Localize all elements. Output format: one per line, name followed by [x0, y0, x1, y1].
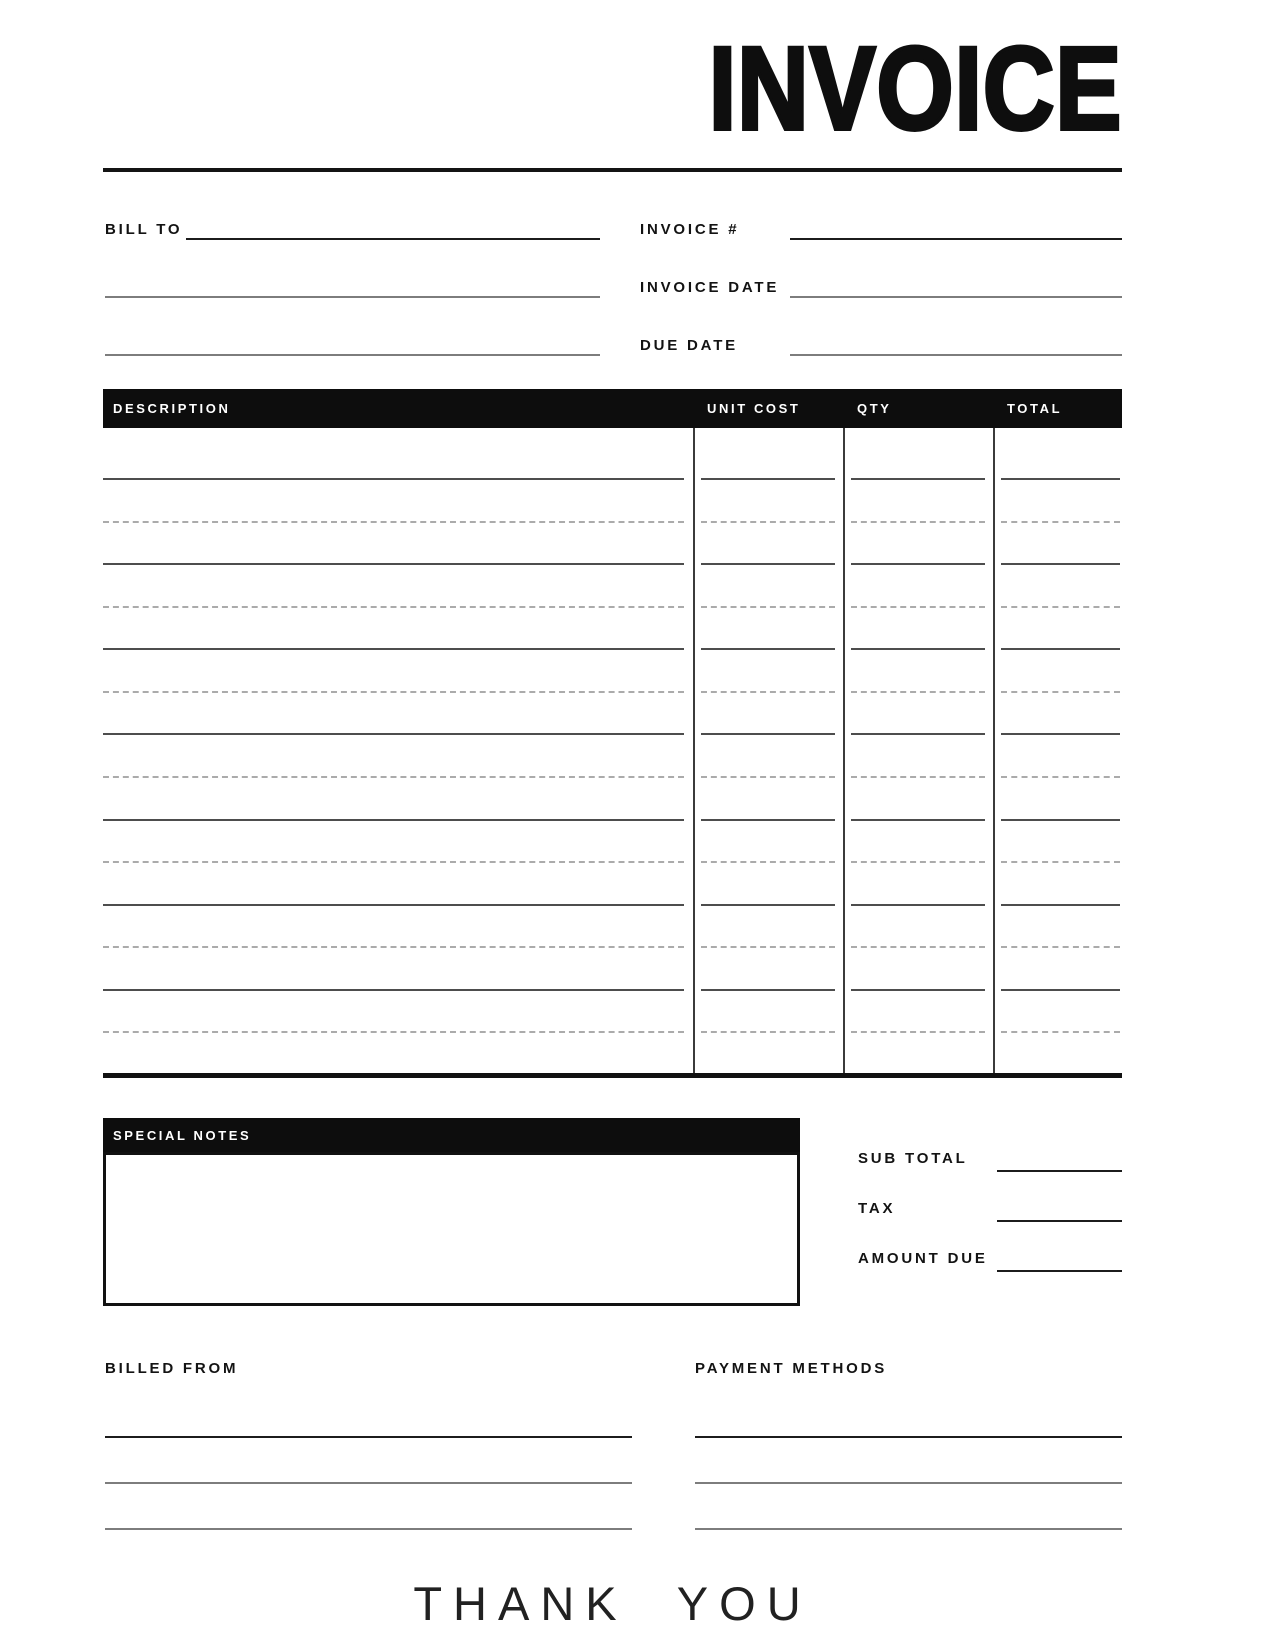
due-date-field[interactable]: [790, 354, 1122, 356]
tax-field[interactable]: [997, 1220, 1122, 1222]
item-cell-line[interactable]: [851, 478, 985, 480]
item-cell-line[interactable]: [701, 478, 835, 480]
item-cell-line[interactable]: [1001, 776, 1120, 778]
item-cell-line[interactable]: [851, 606, 985, 608]
item-cell-line[interactable]: [701, 946, 835, 948]
special-notes-bar: [103, 1118, 800, 1152]
bill-to-label: BILL TO: [105, 221, 183, 238]
invoice-date-label: INVOICE DATE: [640, 279, 780, 296]
fill-line[interactable]: [695, 1484, 1122, 1530]
item-cell-line[interactable]: [701, 989, 835, 991]
item-cell-line[interactable]: [701, 776, 835, 778]
tax-label: TAX: [858, 1200, 896, 1217]
items-table: [103, 389, 1122, 1078]
item-cell-line[interactable]: [103, 521, 684, 523]
item-cell-line[interactable]: [103, 904, 684, 906]
item-cell-line[interactable]: [851, 521, 985, 523]
column-divider-total: [993, 428, 995, 1073]
item-cell-line[interactable]: [1001, 606, 1120, 608]
item-cell-line[interactable]: [851, 648, 985, 650]
column-header-qty: QTY: [857, 401, 892, 416]
item-cell-line[interactable]: [1001, 733, 1120, 735]
item-cell-line[interactable]: [701, 904, 835, 906]
item-cell-line[interactable]: [701, 563, 835, 565]
column-divider-unit-cost: [693, 428, 695, 1073]
item-cell-line[interactable]: [1001, 691, 1120, 693]
invoice-number-label: INVOICE #: [640, 221, 740, 238]
item-cell-line[interactable]: [701, 521, 835, 523]
tax-row: [858, 1200, 1122, 1224]
item-cell-line[interactable]: [851, 904, 985, 906]
amount-due-row: [858, 1250, 1122, 1274]
item-cell-line[interactable]: [103, 563, 684, 565]
due-date-label: DUE DATE: [640, 337, 738, 354]
amount-due-label: AMOUNT DUE: [858, 1250, 988, 1267]
item-cell-line[interactable]: [851, 563, 985, 565]
item-cell-line[interactable]: [1001, 478, 1120, 480]
item-cell-line[interactable]: [1001, 1031, 1120, 1033]
sub-total-row: [858, 1150, 1122, 1174]
fill-line[interactable]: [695, 1438, 1122, 1484]
item-cell-line[interactable]: [103, 946, 684, 948]
column-header-unit-cost: UNIT COST: [707, 401, 801, 416]
item-cell-line[interactable]: [1001, 563, 1120, 565]
item-cell-line[interactable]: [851, 861, 985, 863]
table-bottom-rule: [103, 1073, 1122, 1078]
payment-methods-lines: [695, 1392, 1122, 1530]
column-divider-qty: [843, 428, 845, 1073]
item-cell-line[interactable]: [701, 733, 835, 735]
item-cell-line[interactable]: [1001, 989, 1120, 991]
item-cell-line[interactable]: [701, 1031, 835, 1033]
item-cell-line[interactable]: [1001, 819, 1120, 821]
fill-line[interactable]: [105, 298, 600, 356]
fill-line[interactable]: [105, 240, 600, 298]
items-table-header: [103, 389, 1122, 428]
item-cell-line[interactable]: [701, 606, 835, 608]
sub-total-field[interactable]: [997, 1170, 1122, 1172]
item-cell-line[interactable]: [103, 1031, 684, 1033]
item-cell-line[interactable]: [701, 861, 835, 863]
item-cell-line[interactable]: [851, 989, 985, 991]
sub-total-label: SUB TOTAL: [858, 1150, 968, 1167]
item-cell-line[interactable]: [851, 946, 985, 948]
item-cell-line[interactable]: [851, 733, 985, 735]
fill-line[interactable]: [105, 1438, 632, 1484]
item-cell-line[interactable]: [103, 776, 684, 778]
item-cell-line[interactable]: [851, 819, 985, 821]
billed-from-label: BILLED FROM: [105, 1360, 239, 1377]
items-table-body: [103, 428, 1122, 1073]
item-cell-line[interactable]: [103, 691, 684, 693]
invoice-number-field[interactable]: [790, 238, 1122, 240]
billed-from-lines: [105, 1392, 632, 1530]
special-notes-label: SPECIAL NOTES: [113, 1127, 252, 1143]
item-cell-line[interactable]: [1001, 904, 1120, 906]
item-cell-line[interactable]: [701, 691, 835, 693]
item-cell-line[interactable]: [103, 819, 684, 821]
item-cell-line[interactable]: [1001, 946, 1120, 948]
special-notes-box[interactable]: [103, 1152, 800, 1306]
fill-line[interactable]: [695, 1392, 1122, 1438]
item-cell-line[interactable]: [103, 861, 684, 863]
item-cell-line[interactable]: [103, 478, 684, 480]
item-cell-line[interactable]: [103, 606, 684, 608]
item-cell-line[interactable]: [1001, 648, 1120, 650]
column-header-description: DESCRIPTION: [113, 401, 231, 416]
item-cell-line[interactable]: [851, 1031, 985, 1033]
payment-methods-label: PAYMENT METHODS: [695, 1360, 888, 1377]
header-rule: [103, 168, 1122, 172]
bill-to-extra-lines: [105, 240, 600, 356]
amount-due-field[interactable]: [997, 1270, 1122, 1272]
item-cell-line[interactable]: [851, 691, 985, 693]
item-cell-line[interactable]: [1001, 521, 1120, 523]
invoice-date-field[interactable]: [790, 296, 1122, 298]
item-cell-line[interactable]: [103, 648, 684, 650]
item-cell-line[interactable]: [701, 819, 835, 821]
item-cell-line[interactable]: [1001, 861, 1120, 863]
item-cell-line[interactable]: [103, 989, 684, 991]
item-cell-line[interactable]: [851, 776, 985, 778]
item-cell-line[interactable]: [103, 733, 684, 735]
thank-you-text: THANK YOU: [413, 1577, 812, 1630]
fill-line[interactable]: [105, 1484, 632, 1530]
page-title: INVOICE: [708, 23, 1122, 155]
fill-line[interactable]: [105, 1392, 632, 1438]
column-header-total: TOTAL: [1007, 401, 1063, 416]
item-cell-line[interactable]: [701, 648, 835, 650]
